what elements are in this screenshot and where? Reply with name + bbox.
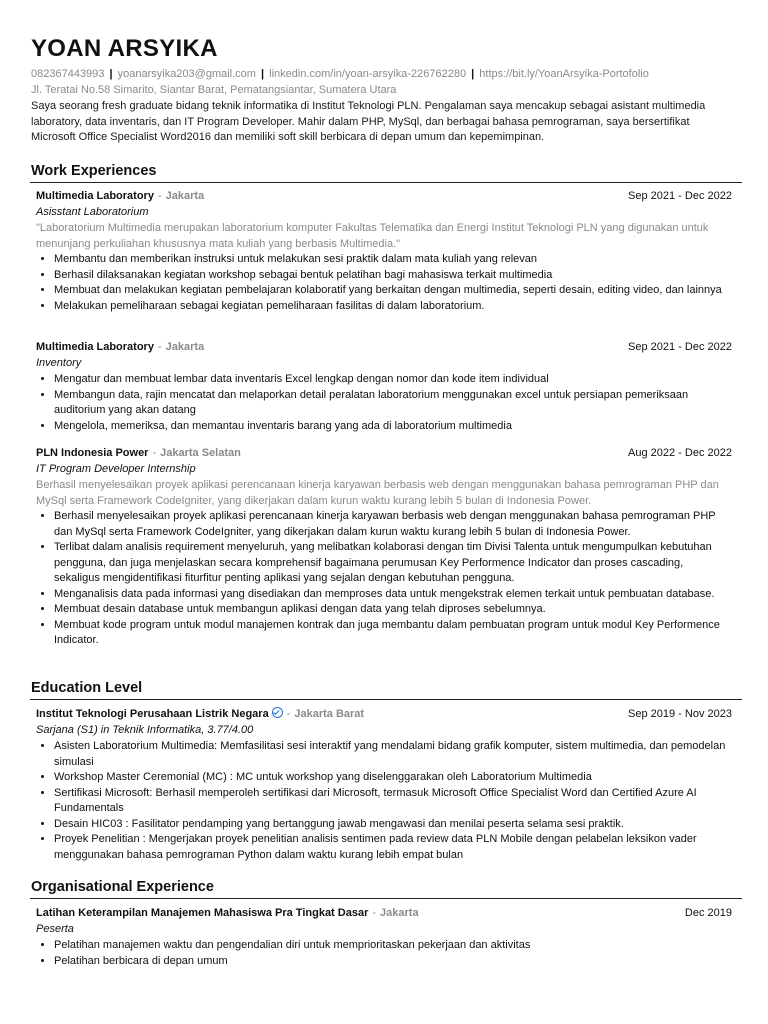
bullet-item: • Desain HIC03 : Fasilitator pendamping yang bertanggung jawab mengawasi dan menilai peserta selama sesi praktik. <box>54 817 732 833</box>
section-divider <box>30 898 742 899</box>
bullet-item: • Menganalisis data pada informasi yang disediakan dan memproses data untuk mengekstrak elemen terkait untuk pembuatan database. <box>54 587 732 603</box>
entry-header <box>36 446 732 462</box>
linkedin-link[interactable]: linkedin.com/in/yoan-arsyika-226762280 <box>269 68 467 80</box>
section-title-work: Work Experiences <box>31 163 157 179</box>
portfolio-link[interactable]: https://bit.ly/YoanArsyika-Portofolio <box>479 68 649 80</box>
contact-separator: | <box>109 68 113 80</box>
bullet-item: • Membuat dan melakukan kegiatan pembelajaran kolaboratif yang berkaitan dengan multimedia, seperti desain, editing video, dan lainnya <box>54 283 732 299</box>
entry-header <box>36 189 732 205</box>
address: Jl. Teratai No.58 Simarito, Siantar Barat, Pematangsiantar, Sumatera Utara <box>31 84 397 96</box>
education-entry <box>36 707 732 863</box>
entry-organization: Multimedia Laboratory <box>36 341 154 353</box>
entry-location: Jakarta Barat <box>294 708 365 720</box>
entry-date: Dec 2019 <box>684 907 732 919</box>
entry-dash: - <box>157 190 162 202</box>
work-entry <box>36 189 732 314</box>
organisation-entry <box>36 906 732 969</box>
entry-bullets <box>36 252 732 314</box>
section-divider <box>30 182 742 183</box>
bullet-item: • Membuat kode program untuk modul manajemen kontrak dan juga membantu dalam pembuatan program untuk modul Key Performence Indicator. <box>54 618 732 649</box>
entry-date: Aug 2022 - Dec 2022 <box>628 447 732 459</box>
entry-bullets <box>36 938 732 969</box>
entry-header <box>36 340 732 356</box>
bullet-item: • Mengatur dan membuat lembar data inventaris Excel lengkap dengan nomor dan kode item individual <box>54 372 732 388</box>
section-title-education: Education Level <box>31 680 143 696</box>
bullet-item: • Membuat desain database untuk membangun aplikasi dengan data yang telah diproses sebelumnya. <box>54 602 732 618</box>
entry-date: Sep 2021 - Dec 2022 <box>628 341 732 353</box>
entry-role: Asisstant Laboratorium <box>36 206 149 218</box>
candidate-name: YOAN ARSYIKA <box>31 35 218 62</box>
entry-role: Inventory <box>36 357 82 369</box>
bullet-item: • Membantu dan memberikan instruksi untuk melakukan sesi praktik dalam mata kuliah yang relevan <box>54 252 732 268</box>
bullet-item: • Sertifikasi Microsoft: Berhasil memperoleh sertifikasi dari Microsoft, termasuk Microsoft Office Specialist Word dan Certified Azure AI Fundamentals <box>54 786 732 817</box>
profile-summary: Saya seorang fresh graduate bidang teknik informatika di Institut Teknologi PLN. Pengalaman saya mencakup sebagai asistant multimedia laboratory, data inventaris, dan IT Program Developer. Mahir dalam PHP, MySql, dan berbagai bahasa pemrograman, saya bersertifikat Microsoft Office Specialist Word2016 dan memiliki soft skill berbicara di depan umum dan kepemimpinan. <box>31 100 706 143</box>
section-title-organisation: Organisational Experience <box>31 879 214 895</box>
entry-dash: - <box>152 447 157 459</box>
entry-dash: - <box>286 708 291 720</box>
email-link[interactable]: yoanarsyika203@gmail.com <box>117 68 256 80</box>
bullet-item: • Membangun data, rajin mencatat dan melaporkan detail peralatan laboratorium menggunakan excel untuk persiapan pemeriksaan auditorium yang akan datang <box>54 388 732 419</box>
entry-dash: - <box>157 341 162 353</box>
entry-location: Jakarta <box>380 907 419 919</box>
work-entry <box>36 446 732 649</box>
entry-date: Sep 2019 - Nov 2023 <box>628 708 732 720</box>
entry-bullets <box>36 739 732 863</box>
contact-separator: | <box>261 68 265 80</box>
contact-line <box>31 66 649 82</box>
entry-role: IT Program Developer Internship <box>36 463 196 475</box>
entry-bullets <box>36 509 732 649</box>
entry-location: Jakarta <box>165 190 205 202</box>
entry-description: "Laboratorium Multimedia merupakan laboratorium komputer Fakultas Telematika dan Energi Institut Teknologi PLN yang digunakan untuk menunjang perkuliahan khususnya mata kuliah yang berbasis Multimedia." <box>36 222 709 250</box>
entry-role: Sarjana (S1) in Teknik Informatika, 3.77/4.00 <box>36 724 254 736</box>
entry-organization: Multimedia Laboratory <box>36 190 154 202</box>
entry-role: Peserta <box>36 923 74 935</box>
contact-separator: | <box>471 68 475 80</box>
bullet-item: • Berhasil dilaksanakan kegiatan workshop sebagai bentuk pelatihan bagi mahasiswa terkait multimedia <box>54 268 732 284</box>
bullet-item: • Mengelola, memeriksa, dan memantau inventaris barang yang ada di laboratorium multimedia <box>54 419 732 435</box>
section-divider <box>30 699 742 700</box>
entry-organization: Latihan Keterampilan Manajemen Mahasiswa Pra Tingkat Dasar <box>36 907 369 919</box>
entry-location: Jakarta <box>165 341 205 353</box>
phone-number: 082367443993 <box>31 68 105 80</box>
bullet-item: • Pelatihan manajemen waktu dan pengendalian diri untuk memprioritaskan pekerjaan dan aktivitas <box>54 938 732 954</box>
entry-date: Sep 2021 - Dec 2022 <box>628 190 732 202</box>
bullet-item: • Berhasil menyelesaikan proyek aplikasi perencanaan kinerja karyawan berbasis web dengan menggunakan bahasa pemrograman PHP dan MySql serta Framework CodeIgniter, yang dikerjakan dalam kurun waktu kurang lebih 5 bulan di Indonesia Power. <box>54 509 732 540</box>
bullet-item: • Proyek Penelitian : Mengerjakan proyek penelitian analisis sentimen pada review data PLN Mobile dengan pelabelan leksikon vader menggunakan bahasa pemrograman Python dalam waktu kurang lebih empat bulan <box>54 832 732 863</box>
entry-bullets <box>36 372 732 434</box>
verified-check-icon <box>272 707 283 718</box>
entry-dash: - <box>372 907 377 919</box>
work-entry <box>36 340 732 434</box>
entry-organization: PLN Indonesia Power <box>36 447 149 459</box>
bullet-item: • Workshop Master Ceremonial (MC) : MC untuk workshop yang diselenggarakan oleh Laboratorium Multimedia <box>54 770 732 786</box>
entry-header <box>36 707 732 723</box>
bullet-item: • Terlibat dalam analisis requirement menyeluruh, yang melibatkan kolaborasi dengan tim Divisi Talenta untuk mengumpulkan kebutuhan pengguna, dan juga menjelaskan secara komprehensif bagaimana perumusan Key Performence Indicator dan proses cascading, sekaligus mengidentifikasi fiturfitur penting aplikasi yang sejalan dengan kebutuhan pengguna. <box>54 540 732 587</box>
entry-header <box>36 906 732 922</box>
bullet-item: • Pelatihan berbicara di depan umum <box>54 954 732 970</box>
entry-organization: Institut Teknologi Perusahaan Listrik Negara <box>36 708 269 720</box>
entry-description: Berhasil menyelesaikan proyek aplikasi perencanaan kinerja karyawan berbasis web dengan menggunakan bahasa pemrograman PHP dan MySql serta Framework CodeIgniter, yang dikerjakan dalam kurun waktu kurang lebih 5 bulan di Indonesia Power. <box>36 479 719 507</box>
bullet-item: • Asisten Laboratorium Multimedia: Memfasilitasi sesi interaktif yang mendalami bidang grafik komputer, sistem multimedia, dan pemodelan simulasi <box>54 739 732 770</box>
entry-location: Jakarta Selatan <box>160 447 241 459</box>
bullet-item: • Melakukan pemeliharaan sebagai kegiatan pemeliharaan fasilitas di dalam laboratorium. <box>54 299 732 315</box>
